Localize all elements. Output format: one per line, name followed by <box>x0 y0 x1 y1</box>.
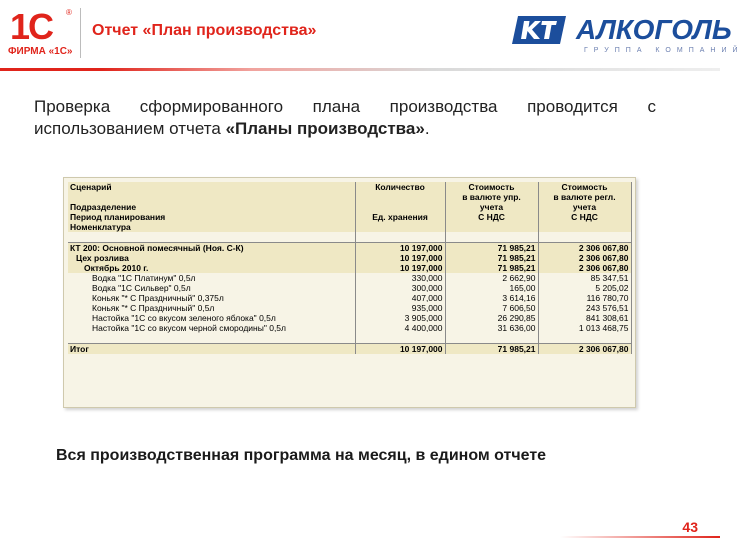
logo-firm-label: ФИРМА «1С» <box>8 46 73 57</box>
row-name: Цех розлива <box>68 253 355 263</box>
row-qty: 10 197,000 <box>355 253 445 263</box>
header-cost-mgmt: Стоимость <box>445 182 538 192</box>
intro-suffix: . <box>424 119 430 138</box>
header-cost-mgmt-currency: в валюте упр. <box>445 192 538 202</box>
slide-title: Отчет «План производства» <box>92 22 317 39</box>
header-blank <box>355 222 445 232</box>
row-cost-mgmt: 31 636,00 <box>445 323 538 333</box>
page-number: 43 <box>682 519 698 535</box>
header-blank <box>355 192 445 202</box>
intro-word: производства <box>389 97 498 116</box>
header-rule <box>0 68 720 71</box>
row-cost-reg: 85 347,51 <box>538 273 631 283</box>
header-blank <box>68 192 355 202</box>
header-accounting: учета <box>538 202 631 212</box>
row-cost-reg: 1 013 468,75 <box>538 323 631 333</box>
table-row <box>68 263 631 273</box>
header-blank <box>538 222 631 232</box>
header-department: Подразделение <box>68 202 355 212</box>
intro-word: проводится <box>527 97 618 116</box>
row-cost-reg: 2 306 067,80 <box>538 253 631 263</box>
table-row <box>68 253 631 263</box>
header-accounting: учета <box>445 202 538 212</box>
report-header-row <box>68 222 631 232</box>
row-cost-mgmt: 71 985,21 <box>445 263 538 273</box>
footer-rule <box>560 536 720 538</box>
table-row <box>68 283 631 293</box>
row-qty: 4 400,000 <box>355 323 445 333</box>
row-name: Настойка "1С со вкусом черной смородины" 0,5л <box>68 323 355 333</box>
intro-line-2 <box>34 118 656 140</box>
intro-word: Проверка <box>34 97 111 116</box>
header-scenario: Сценарий <box>68 182 355 192</box>
row-cost-mgmt: 26 290,85 <box>445 313 538 323</box>
intro-text <box>34 96 656 140</box>
table-row <box>68 243 631 254</box>
table-row <box>68 303 631 313</box>
row-cost-reg: 2 306 067,80 <box>538 263 631 273</box>
header-cost-reg-currency: в валюте регл. <box>538 192 631 202</box>
row-qty: 3 905,000 <box>355 313 445 323</box>
table-row <box>68 313 631 323</box>
kt-logo-subtitle: ГРУППА КОМПАНИЙ <box>584 47 744 54</box>
row-name: Настойка "1С со вкусом зеленого яблока" 0,5л <box>68 313 355 323</box>
slide-caption: Вся производственная программа на месяц, в едином отчете <box>56 447 547 464</box>
intro-word: с <box>647 97 656 116</box>
row-name: Коньяк "* С Праздничный" 0,375л <box>68 293 355 303</box>
row-cost-mgmt: 165,00 <box>445 283 538 293</box>
row-qty: 10 197,000 <box>355 243 445 254</box>
intro-prefix: использованием отчета <box>34 119 226 138</box>
row-cost-reg: 116 780,70 <box>538 293 631 303</box>
intro-report-name: «Планы производства» <box>225 119 425 138</box>
header-vat: С НДС <box>445 212 538 222</box>
header-vat: С НДС <box>538 212 631 222</box>
row-name: Октябрь 2010 г. <box>68 263 355 273</box>
row-qty: 935,000 <box>355 303 445 313</box>
intro-word: сформированного <box>139 97 284 116</box>
report-header-row <box>68 212 631 222</box>
kt-logo-text: АЛКОГОЛЬ <box>576 14 732 45</box>
report-header-row <box>68 202 631 212</box>
row-qty: 407,000 <box>355 293 445 303</box>
total-cost-reg: 2 306 067,80 <box>538 344 631 355</box>
row-cost-reg: 243 576,51 <box>538 303 631 313</box>
row-cost-reg: 2 306 067,80 <box>538 243 631 254</box>
slide-header <box>0 0 744 68</box>
header-storage-unit: Ед. хранения <box>355 212 445 222</box>
header-nomenclature: Номенклатура <box>68 222 355 232</box>
spacer-row <box>68 333 631 344</box>
row-cost-mgmt: 3 614,16 <box>445 293 538 303</box>
row-name: Водка "1С Сильвер" 0,5л <box>68 283 355 293</box>
header-period: Период планирования <box>68 212 355 222</box>
row-cost-mgmt: 2 662,90 <box>445 273 538 283</box>
row-name: КТ 200: Основной помесячный (Ноя. С-К) <box>68 243 355 254</box>
logo-1c-mark: 1С <box>10 6 53 47</box>
row-name: Коньяк "* С Праздничный" 0,5л <box>68 303 355 313</box>
report-screenshot <box>63 177 636 408</box>
row-cost-reg: 5 205,02 <box>538 283 631 293</box>
total-qty: 10 197,000 <box>355 344 445 355</box>
row-cost-mgmt: 71 985,21 <box>445 243 538 254</box>
report-header-row <box>68 182 631 192</box>
row-cost-mgmt: 71 985,21 <box>445 253 538 263</box>
row-qty: 300,000 <box>355 283 445 293</box>
kt-logo-icon <box>510 14 568 46</box>
total-cost-mgmt: 71 985,21 <box>445 344 538 355</box>
spacer-row <box>68 232 631 243</box>
report-table <box>68 182 632 354</box>
row-cost-mgmt: 7 606,50 <box>445 303 538 313</box>
row-name: Водка "1С Платинум" 0,5л <box>68 273 355 283</box>
header-blank <box>355 202 445 212</box>
intro-line-1 <box>34 96 656 118</box>
logo-kt-alcohol <box>500 14 744 60</box>
table-row <box>68 293 631 303</box>
table-total-row <box>68 344 631 355</box>
intro-word: плана <box>312 97 361 116</box>
report-header-row <box>68 192 631 202</box>
row-qty: 330,000 <box>355 273 445 283</box>
header-blank <box>445 222 538 232</box>
logo-registered-mark: ® <box>66 8 72 17</box>
header-qty: Количество <box>355 182 445 192</box>
logo-1c <box>8 6 76 60</box>
row-qty: 10 197,000 <box>355 263 445 273</box>
row-cost-reg: 841 308,61 <box>538 313 631 323</box>
total-label: Итог <box>68 344 355 355</box>
header-divider <box>80 8 81 58</box>
table-row <box>68 273 631 283</box>
table-row <box>68 323 631 333</box>
header-cost-reg: Стоимость <box>538 182 631 192</box>
